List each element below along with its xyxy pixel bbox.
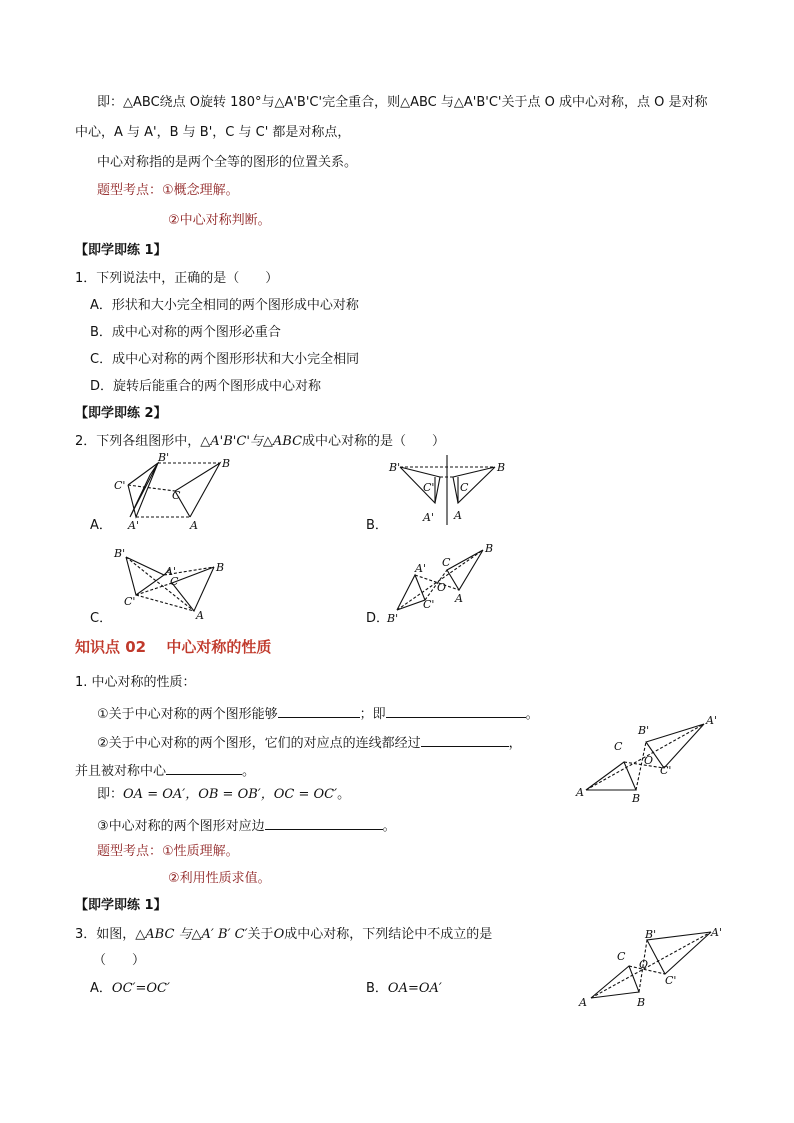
dash-bb-d — [397, 550, 483, 610]
label-c-prime: C' — [114, 479, 126, 492]
label-b-prime: B' — [387, 612, 399, 625]
q2-option-a-label: A． — [90, 518, 112, 533]
q3-option-a-label: A． — [90, 981, 112, 996]
tri-abc — [591, 966, 639, 998]
kaodian-2-item-1: ①性质理解。 — [162, 844, 239, 859]
kaodian-label: 题型考点： — [97, 183, 163, 198]
label-c: C — [442, 556, 451, 569]
property-1-mid: ；即 — [359, 707, 386, 722]
blank-3[interactable] — [421, 732, 509, 747]
label-b-prime: B' — [114, 547, 126, 560]
label-c: C — [460, 481, 469, 494]
q3-suffix: 成中心对称，下列结论中不成立的是 — [284, 927, 493, 942]
q3-mid: 关于 — [247, 927, 274, 942]
property-title: 1. 中心对称的性质： — [75, 675, 196, 690]
section-title: 知识点 02 中心对称的性质 — [75, 638, 272, 656]
label-c: C — [170, 575, 179, 588]
label-a: A — [454, 509, 462, 522]
label-a-prime: A' — [706, 714, 717, 727]
label-b: B — [497, 461, 506, 474]
label-c: C — [172, 489, 181, 502]
label-c-prime: C' — [423, 481, 435, 494]
q2-stem-prefix: 2．下列各组图形中， — [75, 434, 201, 449]
figure-c — [110, 545, 240, 625]
intro-line-2: 中心，A 与 A'，B 与 B'，C 与 C' 都是对称点， — [75, 125, 351, 140]
figure-d — [385, 540, 505, 625]
property-3-end: 。 — [242, 764, 256, 779]
q3-option-b — [366, 980, 442, 998]
label-b: B — [632, 792, 641, 805]
label-a: A — [576, 786, 584, 799]
q2-option-d-label: D． — [366, 611, 390, 626]
property-5-text: ③中心对称的两个图形对应边 — [97, 819, 265, 834]
q2-option-b-label: B． — [366, 518, 388, 533]
property-4 — [97, 786, 350, 804]
q3-option-b-label: B． — [366, 981, 388, 996]
kaodian-item-1: ①概念理解。 — [162, 183, 239, 198]
tri-prime-d — [397, 575, 425, 610]
property-1-prefix: ①关于中心对称的两个图形能够 — [97, 707, 278, 722]
property-2-end: ， — [508, 736, 522, 751]
q3-option-b-math: OA=OA′ — [387, 981, 442, 996]
q1-option-a: A．形状和大小完全相同的两个图形成中心对称 — [90, 298, 359, 313]
property-2 — [97, 732, 522, 753]
section2-figure — [576, 714, 720, 805]
label-c-prime: C' — [665, 974, 677, 987]
kaodian-item-2: ②中心对称判断。 — [168, 213, 271, 228]
blank-5[interactable] — [265, 815, 383, 830]
label-a-prime: A' — [711, 926, 722, 939]
practice-label-3: 【即学即练 1】 — [75, 898, 167, 913]
q3-option-a — [90, 980, 170, 998]
label-o: O — [639, 958, 649, 971]
q3-prefix: 3．如图， — [75, 927, 136, 942]
figure-a — [100, 451, 250, 535]
label-c-prime: C' — [124, 595, 136, 608]
property-1-end: 。 — [525, 707, 539, 722]
property-3-text: 并且被对称中心 — [75, 764, 167, 779]
q3-paren: （ ） — [93, 953, 146, 968]
property-2-text: ②关于中心对称的两个图形，它们的对应点的连线都经过 — [97, 736, 421, 751]
property-4-prefix: 即： — [97, 787, 124, 802]
dash-4 — [136, 595, 194, 611]
q3-o: O — [273, 927, 285, 942]
dash-1 — [126, 557, 194, 611]
tri-orig-c — [172, 567, 214, 611]
kaodian-2 — [97, 843, 239, 861]
label-a-prime: A' — [423, 511, 434, 524]
property-3 — [75, 760, 255, 781]
q2-option-c-label: C． — [90, 611, 113, 626]
q1-option-b: B．成中心对称的两个图形必重合 — [90, 325, 281, 340]
intro-line-3: 中心对称指的是两个全等的图形的位置关系。 — [97, 155, 358, 170]
property-4-end: 。 — [337, 787, 351, 802]
dash-cc — [128, 485, 175, 491]
label-c-prime: C' — [660, 764, 672, 777]
property-4-math: OA = OA′，OB = OB′，OC = OC′ — [123, 787, 338, 802]
kaodian-label-2: 题型考点： — [97, 844, 163, 859]
dash-aa — [591, 932, 711, 998]
label-b-prime: B' — [389, 461, 401, 474]
q2-stem — [75, 433, 445, 451]
label-c: C — [617, 950, 626, 963]
blank-4[interactable] — [166, 760, 242, 775]
label-b: B — [485, 542, 494, 555]
tri-prime — [647, 932, 711, 974]
label-a: A — [196, 609, 204, 622]
q3-option-a-math: OC′=OC′ — [111, 981, 170, 996]
label-a: A — [455, 592, 463, 605]
figure-b — [385, 455, 515, 530]
q1-stem: 1．下列说法中，正确的是（ ） — [75, 271, 279, 286]
label-a-prime: A' — [415, 562, 426, 575]
tri-prime-c — [126, 557, 164, 595]
label-c: C — [614, 740, 623, 753]
label-b-prime: B' — [638, 724, 650, 737]
practice-label-2: 【即学即练 2】 — [75, 406, 167, 421]
property-1 — [97, 703, 539, 724]
tri-prime — [646, 724, 704, 768]
label-b: B — [637, 996, 646, 1009]
q3-stem — [75, 926, 492, 944]
q2-stem-math: △A'B'C'与△ABC — [200, 434, 303, 449]
q3-math: △ABC 与△A′ B′ C′ — [135, 927, 248, 942]
label-b: B — [216, 561, 225, 574]
label-b-prime: B' — [645, 928, 657, 941]
q3-figure — [579, 926, 725, 1009]
label-o: O — [644, 754, 654, 767]
tri-orig-d — [447, 550, 483, 590]
blank-2[interactable] — [386, 703, 526, 718]
label-a-prime: A' — [165, 565, 176, 578]
intro-line-1: 即：△ABC绕点 O旋转 180°与△A'B'C'完全重合，则△ABC 与△A'B'C'关于点 O 成中心对称，点 O 是对称 — [97, 95, 708, 110]
tri-orig-edges — [175, 463, 220, 517]
property-5 — [97, 815, 396, 836]
q1-option-d: D．旋转后能重合的两个图形成中心对称 — [90, 379, 322, 394]
kaodian-2-item-2: ②利用性质求值。 — [168, 871, 271, 886]
label-o: O — [437, 581, 447, 594]
label-b-prime: B' — [158, 451, 170, 464]
q1-option-c: C．成中心对称的两个图形形状和大小完全相同 — [90, 352, 360, 367]
label-a: A — [579, 996, 587, 1009]
q2-stem-suffix: 成中心对称的是（ ） — [302, 434, 446, 449]
tri-abc — [586, 762, 636, 790]
property-5-end: 。 — [382, 819, 396, 834]
practice-label-1: 【即学即练 1】 — [75, 243, 167, 258]
kaodian-1 — [97, 182, 239, 200]
label-b: B — [222, 457, 231, 470]
blank-1[interactable] — [278, 703, 360, 718]
label-a-prime: A' — [128, 519, 139, 532]
label-c-prime: C' — [423, 598, 435, 611]
label-a: A — [190, 519, 198, 532]
